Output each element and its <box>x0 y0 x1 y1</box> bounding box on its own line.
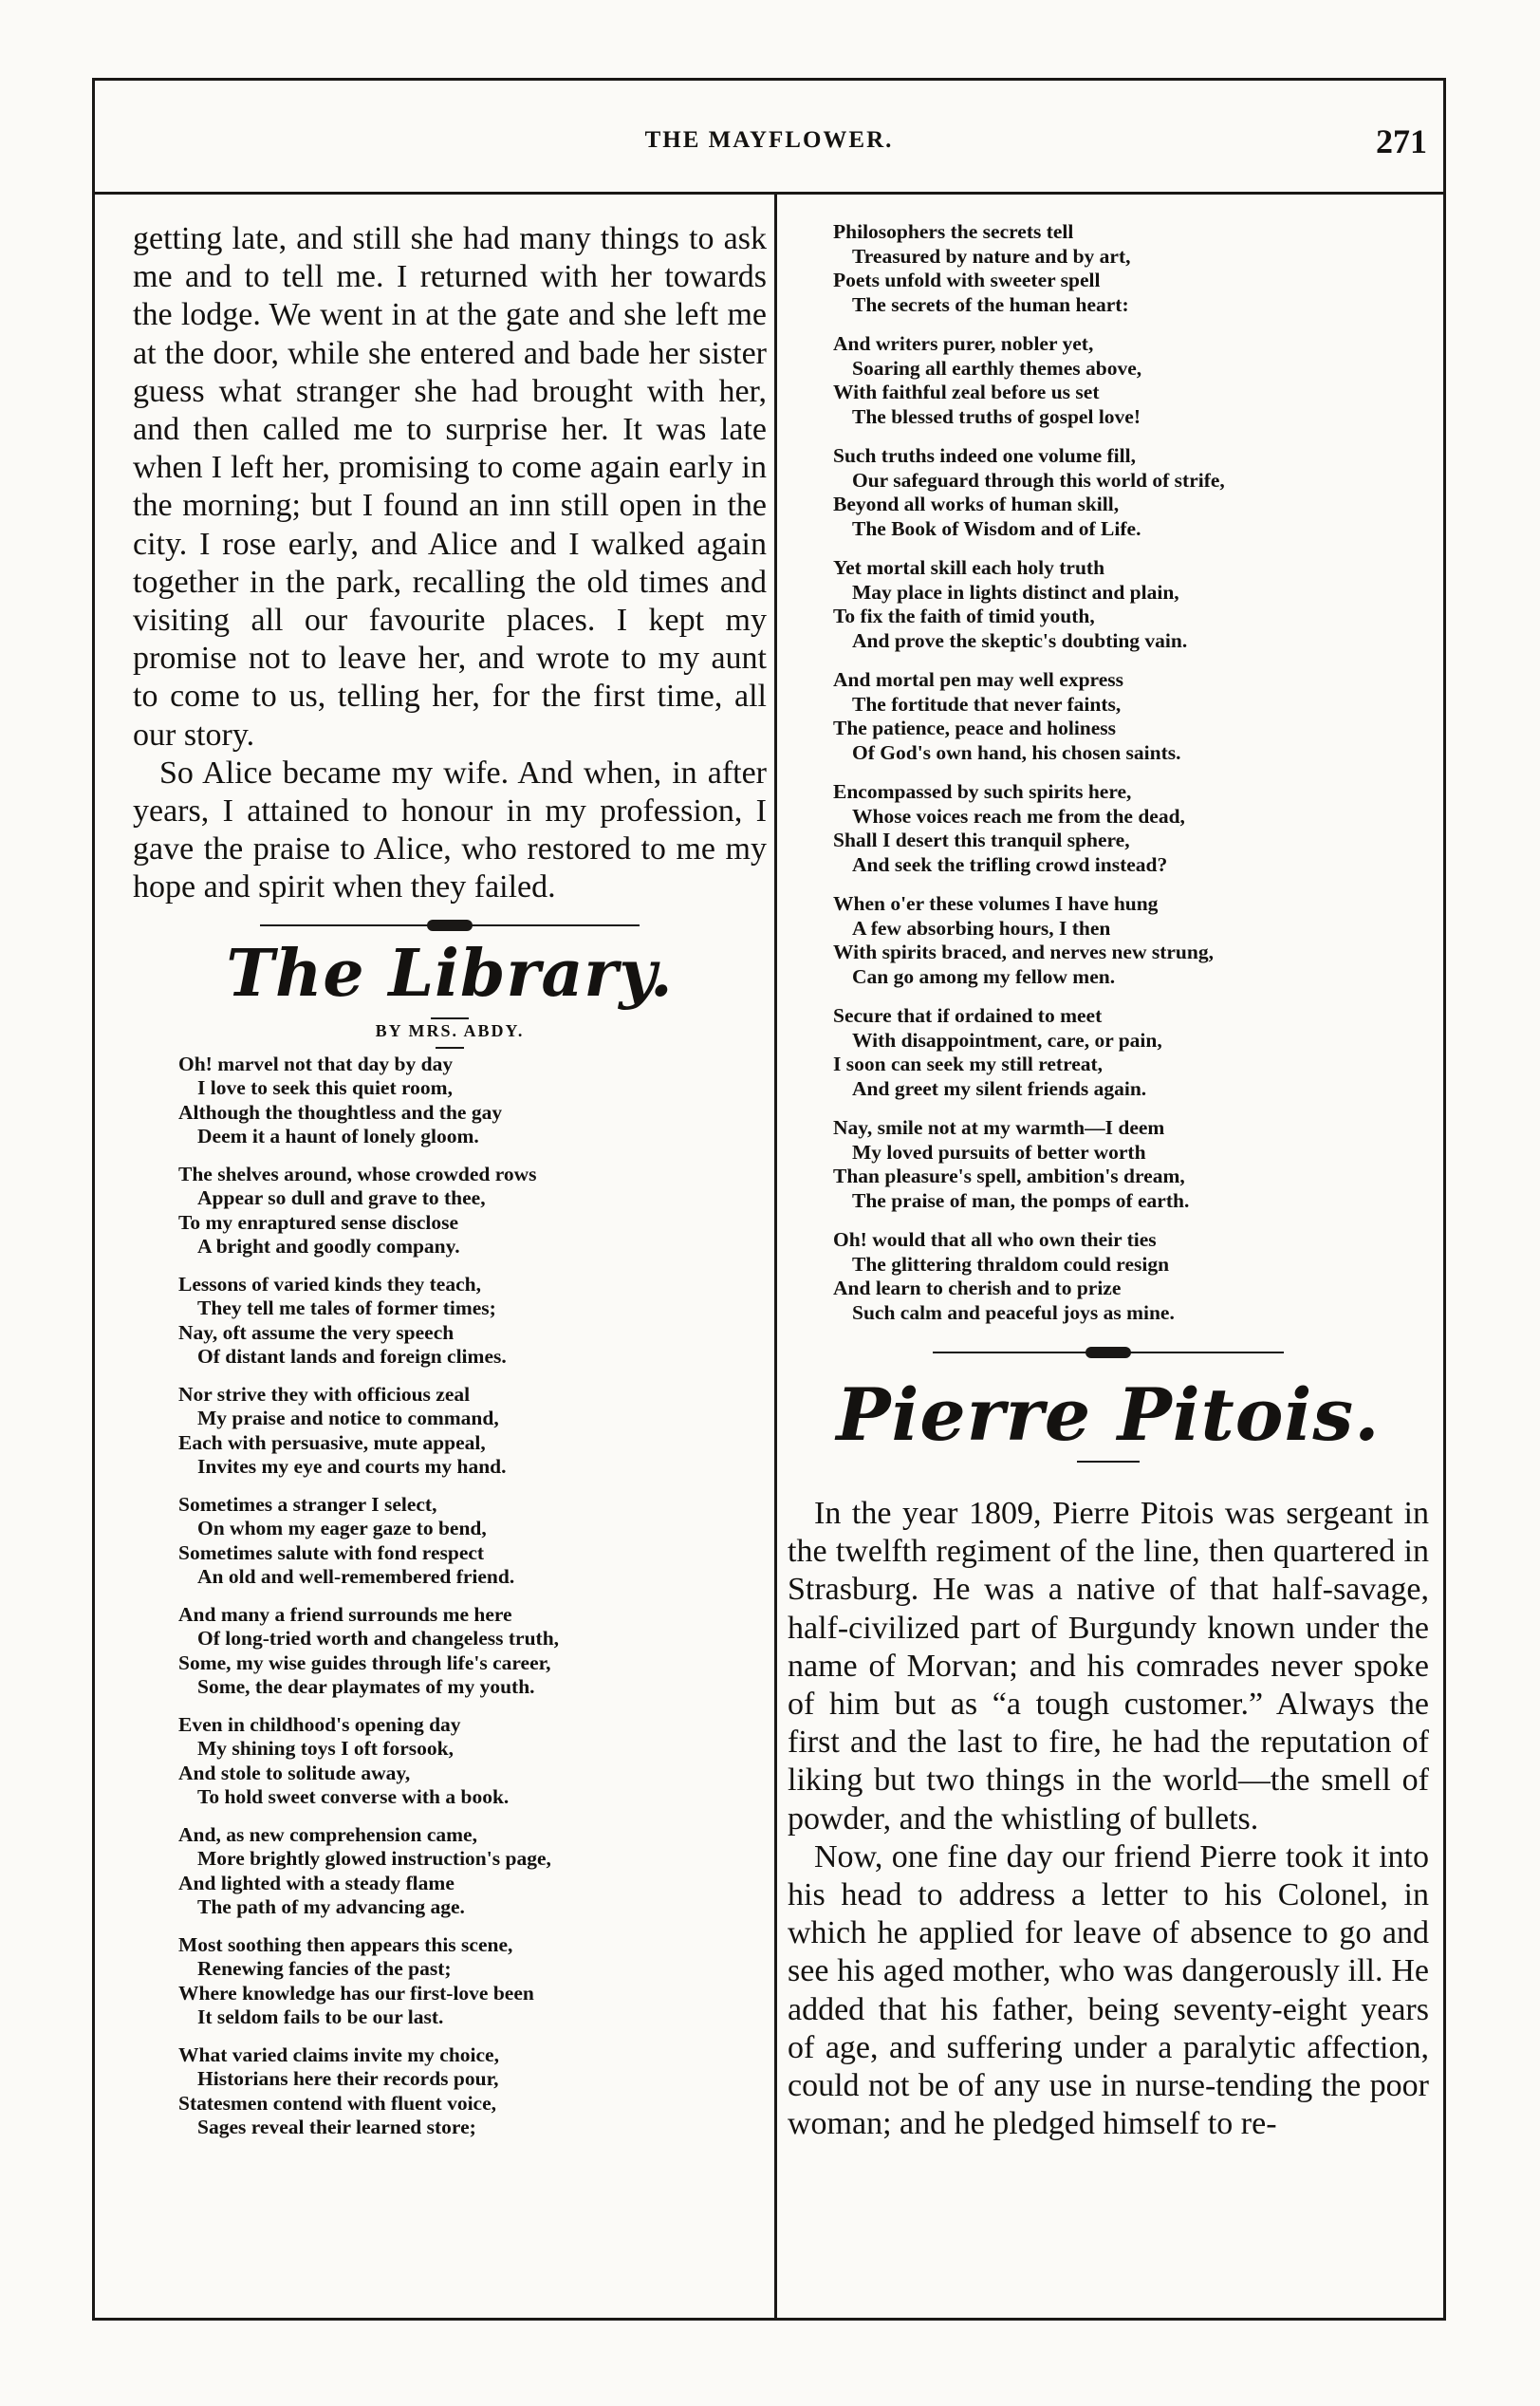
poem-stanza <box>833 1228 1429 1325</box>
poem-line: Secure that if ordained to meet <box>833 1004 1103 1027</box>
poem-line: They tell me tales of former times; <box>197 1296 496 1320</box>
poem-line: Appear so dull and grave to thee, <box>197 1186 486 1210</box>
poem-line: And many a friend surrounds me here <box>178 1602 512 1626</box>
poem-line: Oh! marvel not that day by day <box>178 1052 454 1075</box>
poem-line: To hold sweet converse with a book. <box>197 1785 510 1809</box>
poem-line: Encompassed by such spirits here, <box>833 780 1132 803</box>
byline-rule <box>436 1047 464 1049</box>
poem-stanza <box>178 1383 767 1480</box>
poem-line: Such truths indeed one volume fill, <box>833 444 1136 467</box>
poem-line: Yet mortal skill each holy truth <box>833 556 1105 579</box>
poem-stanza <box>178 1493 767 1590</box>
poem-line: Our safeguard through this world of strife, <box>852 468 1225 492</box>
poem-line: Beyond all works of human skill, <box>833 493 1120 515</box>
poem-line: Whose voices reach me from the dead, <box>852 804 1185 828</box>
poem-line: It seldom fails to be our last. <box>197 2005 444 2029</box>
poem-byline: BY MRS. ABDY. <box>375 1020 525 1040</box>
poem-line: And stole to solitude away, <box>178 1761 411 1784</box>
poem-line: Nay, oft assume the very speech <box>178 1320 455 1344</box>
poem-line: My praise and notice to command, <box>197 1407 499 1430</box>
poem-title: The Library. <box>226 935 674 1012</box>
poem-stanza <box>178 1823 767 1920</box>
poem-stanza <box>833 668 1429 765</box>
poem-line: My loved pursuits of better worth <box>852 1140 1146 1164</box>
poem-stanza <box>833 892 1429 989</box>
poem-stanza <box>833 444 1429 541</box>
poem-line: Historians here their records pour, <box>197 2067 499 2091</box>
running-header <box>92 121 1446 175</box>
right-column <box>788 220 1429 2143</box>
poem-line: Than pleasure's spell, ambition's dream, <box>833 1165 1185 1187</box>
poem-line: The patience, peace and holiness <box>833 717 1117 739</box>
poem-line: On whom my eager gaze to bend, <box>197 1517 487 1540</box>
poem-line: The praise of man, the pomps of earth. <box>852 1188 1190 1212</box>
poem-line: With disappointment, care, or pain, <box>852 1028 1162 1052</box>
title-rule <box>1077 1461 1140 1463</box>
poem-line: Shall I desert this tranquil sphere, <box>833 829 1130 851</box>
poem-line: Of long-tried worth and changeless truth, <box>197 1627 560 1651</box>
poem-stanza <box>178 1713 767 1810</box>
poem-line: And prove the skeptic's doubting vain. <box>852 628 1188 652</box>
poem-line: Can go among my fellow men. <box>852 964 1116 988</box>
poem-line: Most soothing then appears this scene, <box>178 1932 513 1956</box>
poem-stanza <box>178 1933 767 2030</box>
poem-stanza <box>833 332 1429 429</box>
story-paragraph: So Alice became my wife. And when, in after years, I attained to honour in my profession, I gave the praise to Alice, who restored to me my hope and spirit when they failed. <box>133 755 767 905</box>
poem-line: And writers purer, nobler yet, <box>833 332 1094 355</box>
poem-line: Lessons of varied kinds they teach, <box>178 1272 481 1296</box>
poem-stanza <box>833 556 1429 653</box>
poem-line: An old and well-remembered friend. <box>197 1565 515 1589</box>
poem-line: Some, the dear playmates of my youth. <box>197 1675 535 1699</box>
poem-line: Of God's own hand, his chosen saints. <box>852 740 1181 764</box>
poem-line: Deem it a haunt of lonely gloom. <box>197 1125 479 1148</box>
poem-line: Where knowledge has our first-love been <box>178 1981 534 2005</box>
poem-line: Sometimes salute with fond respect <box>178 1540 485 1564</box>
poem-line: Each with persuasive, mute appeal, <box>178 1430 486 1454</box>
poem-line: Treasured by nature and by art, <box>852 244 1131 268</box>
header-rule <box>92 192 1446 195</box>
poem-line: Such calm and peaceful joys as mine. <box>852 1300 1175 1324</box>
poem-line: Poets unfold with sweeter spell <box>833 269 1101 291</box>
poem-line: I soon can seek my still retreat, <box>833 1053 1104 1075</box>
poem-line: A bright and goodly company. <box>197 1235 460 1259</box>
poem-line: The secrets of the human heart: <box>852 292 1129 316</box>
poem-line: Invites my eye and courts my hand. <box>197 1455 507 1479</box>
title-rule <box>431 1017 469 1019</box>
story-paragraph: Now, one fine day our friend Pierre took it into his head to address a letter to his Colonel, in which he applied for leave of absence to go and see his aged mother, who was dangerously ill. He added that his father, being seventy-eight years of age, and suffering under a paralytic affection, could not be of any use in nurse-tending the poor woman; and he pledged himself to re- <box>788 1838 1429 2142</box>
poem-line: Philosophers the secrets tell <box>833 220 1074 243</box>
poem-line: What varied claims invite my choice, <box>178 2042 499 2066</box>
poem-line: Even in childhood's opening day <box>178 1712 461 1736</box>
poem-line: My shining toys I oft forsook, <box>197 1737 454 1761</box>
poem-line: To my enraptured sense disclose <box>178 1210 459 1234</box>
poem-line: The shelves around, whose crowded rows <box>178 1162 537 1185</box>
poem-line: With spirits braced, and nerves new strung, <box>833 941 1214 963</box>
poem-line: The glittering thraldom could resign <box>852 1252 1170 1276</box>
column-divider <box>774 195 777 2321</box>
poem-line: May place in lights distinct and plain, <box>852 580 1179 604</box>
poem-stanza <box>833 780 1429 877</box>
poem-line: Although the thoughtless and the gay <box>178 1100 503 1124</box>
running-title: THE MAYFLOWER. <box>644 127 894 153</box>
poem-line: And seek the trifling crowd instead? <box>852 852 1168 876</box>
poem-line: Nor strive they with officious zeal <box>178 1382 471 1406</box>
left-column <box>133 220 767 2140</box>
poem-stanza <box>833 1116 1429 1213</box>
poem-stanza <box>178 1163 767 1259</box>
story-paragraph: getting late, and still she had many things to ask me and to tell me. I returned with her towards the lodge. We went in at the gate and she left me at the door, while she entered and bade her sister guess what stranger she had brought with her, and then called me to surprise her. It was late when I left her, promising to come again early in the morning; but I found an inn still open in the city. I rose early, and Alice and I walked again together in the park, recalling the old times and visiting all our favourite places. I kept my promise not to leave her, and wrote to my aunt to come to us, telling her, for the first time, all our story. <box>133 221 767 753</box>
poem-line: And mortal pen may well express <box>833 668 1123 691</box>
poem-stanza <box>178 2043 767 2140</box>
poem-line: The path of my advancing age. <box>197 1895 465 1919</box>
poem-line: Sages reveal their learned store; <box>197 2116 476 2139</box>
poem-stanza <box>178 1273 767 1370</box>
poem-line: Some, my wise guides through life's career, <box>178 1651 551 1674</box>
poem-line: With faithful zeal before us set <box>833 381 1100 403</box>
poem-line: Of distant lands and foreign climes. <box>197 1345 507 1369</box>
story-paragraph: In the year 1809, Pierre Pitois was sergeant in the twelfth regiment of the line, then quartered in Strasburg. He was a native of that half-savage, half-civilized part of Burgundy known under the name of Morvan; and his comrades never spoke of him but as “a tough customer.” Always the first and the last to fire, he had the reputation of liking but two things in the world—the smell of powder, and the whistling of bullets. <box>788 1496 1429 1837</box>
poem-line: A few absorbing hours, I then <box>852 916 1111 940</box>
poem-line: Renewing fancies of the past; <box>197 1957 452 1981</box>
poem-stanza <box>833 220 1429 317</box>
poem-line: Nay, smile not at my warmth—I deem <box>833 1116 1165 1139</box>
poem-body <box>133 1053 767 2140</box>
poem-stanza <box>178 1603 767 1700</box>
section-divider <box>933 1346 1284 1359</box>
poem-stanza <box>178 1053 767 1149</box>
poem-line: When o'er these volumes I have hung <box>833 892 1159 915</box>
poem-line: And, as new comprehension came, <box>178 1822 477 1846</box>
poem-line: Statesmen contend with fluent voice, <box>178 2091 497 2115</box>
poem-continuation <box>788 220 1429 1325</box>
poem-line: More brightly glowed instruction's page, <box>197 1847 551 1871</box>
poem-line: And learn to cherish and to prize <box>833 1277 1122 1299</box>
poem-line: Oh! would that all who own their ties <box>833 1228 1157 1251</box>
poem-stanza <box>833 1004 1429 1101</box>
story-title: Pierre Pitois. <box>836 1372 1381 1457</box>
poem-line: To fix the faith of timid youth, <box>833 605 1095 627</box>
poem-line: And greet my silent friends again. <box>852 1076 1147 1100</box>
poem-line: The Book of Wisdom and of Life. <box>852 516 1141 540</box>
poem-line: Sometimes a stranger I select, <box>178 1492 437 1516</box>
poem-line: The blessed truths of gospel love! <box>852 404 1141 428</box>
poem-line: I love to seek this quiet room, <box>197 1076 453 1100</box>
page-number: 271 <box>1376 122 1427 160</box>
poem-line: The fortitude that never faints, <box>852 692 1122 716</box>
section-divider <box>260 919 640 932</box>
poem-line: Soaring all earthly themes above, <box>852 356 1142 380</box>
poem-line: And lighted with a steady flame <box>178 1871 455 1894</box>
